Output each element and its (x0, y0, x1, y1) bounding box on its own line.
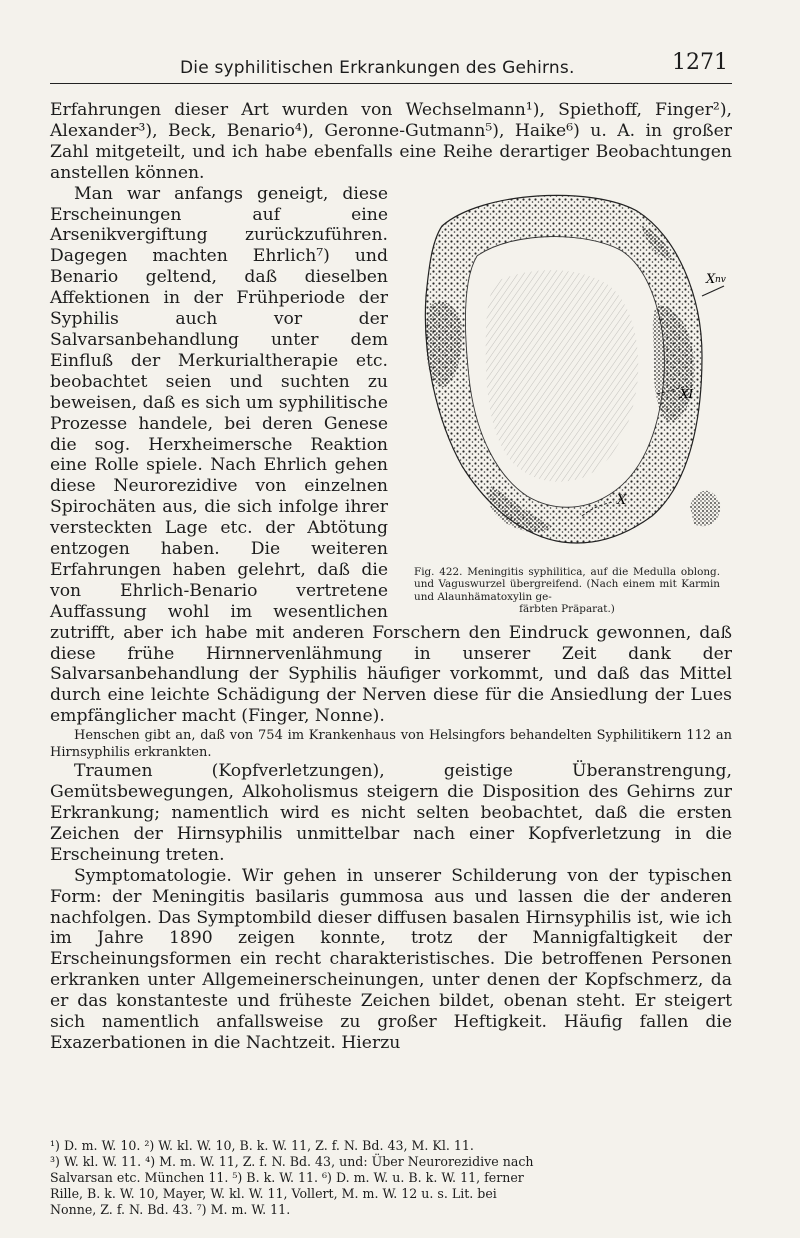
running-header (50, 50, 732, 84)
figure-label-nv: nv (715, 274, 726, 285)
medulla-section-illustration (402, 186, 732, 562)
figure-label-xi: XI (680, 386, 694, 401)
separated-root-fragment (690, 490, 720, 526)
figure-label-x-lower: X (617, 492, 627, 508)
body-text (50, 100, 732, 1054)
footnote-line-5: Nonne, Z. f. N. Bd. 43. ⁷) M. m. W. 11. (50, 1202, 291, 1217)
footnote-line-1: ¹) D. m. W. 10. ²) W. kl. W. 10, B. k. W. 11, Z. f. N. Bd. 43, M. Kl. 11. (50, 1138, 474, 1153)
running-title: Die syphilitischen Erkrankungen des Gehirns. (180, 58, 575, 78)
paragraph-3-small-print: Henschen gibt an, daß von 754 im Krankenhaus von Helsingfors behandelten Syphilitikern 112 an Hirnsyphilis erkrankten. (50, 728, 732, 761)
header-rule (50, 83, 732, 84)
footnotes (50, 1138, 732, 1218)
footnote-line-4: Rille, B. k. W. 10, Mayer, W. kl. W. 11, Vollert, M. m. W. 12 u. s. Lit. bei (50, 1186, 497, 1201)
figure-label-x: X (706, 271, 716, 287)
paragraph-4: Traumen (Kopfverletzungen), geistige Überanstrengung, Gemütsbewegungen, Alkoholismus steigern die Disposition des Gehirns zur Erkrankung; namentlich wird es nicht selten beobachtet, daß die ersten Zeichen der Hirnsyphilis unmittelbar nach einer Kopfverletzung in die Erscheinung treten. (50, 761, 732, 865)
page-number: 1271 (672, 50, 728, 75)
paragraph-1: Erfahrungen dieser Art wurden von Wechselmann¹), Spiethoff, Finger²), Alexander³), Beck, Benario⁴), Geronne-Gutmann⁵), Haike⁶) u. A. in großer Zahl mitgeteilt, und ich habe ebenfalls eine Reihe derartiger Beobachtungen anstellen können. (50, 100, 732, 183)
caption-end: färbten Präparat.) (519, 603, 615, 616)
figure-caption (402, 562, 732, 616)
paragraph-2: Man war anfangs geneigt, diese Erscheinungen auf eine Arsenikvergiftung zurückzuführen. Dagegen machten Ehrlich⁷) und Benario geltend, daß dieselben Affektionen in der Frühperiode der Syphilis auch vor der Salvarsanbehandlung unter dem Einfluß der Merkurialtherapie etc. beobachtet seien und suchten zu beweisen, daß es sich um syphilitische Prozesse handele, bei deren Genese die sog. Herxheimersche Reaktion eine Rolle spiele. Nach Ehrlich gehen diese Neurorezidive von einzelnen Spirochäten aus, die sich infolge ihrer versteckten Lage etc. der Abtötung entzogen haben. Die weiteren Erfahrungen haben gelehrt, daß die von Ehrlich-Benario vertretene Auffassung wohl im wesentlichen zutrifft, aber ich habe mit anderen Forschern den Eindruck gewonnen, daß diese frühe Hirnnervenlähmung in unserer Zeit dank der Salvarsanbehandlung der Syphilis häufiger vorkommt, und daß das Mittel durch eine leichte Schädigung der Nerven diese für die Ansiedlung der Lues empfänglicher macht (Finger, Nonne). (50, 183, 732, 727)
figure-422 (402, 186, 732, 616)
vagus-root-line (702, 286, 724, 296)
caption-text: Fig. 422. Meningitis syphilitica, auf die Medulla oblong. und Vaguswurzel übergreifend. (Nach einem mit Karmin und Alaunhämatoxylin ge- (414, 565, 720, 603)
footnote-line-3: Salvarsan etc. München 11. ⁵) B. k. W. 11. ⁶) D. m. W. u. B. k. W. 11, ferner (50, 1170, 524, 1185)
footnote-line-2: ³) W. kl. W. 11. ⁴) M. m. W. 11, Z. f. N. Bd. 43, und: Über Neurorezidive nach (50, 1154, 534, 1169)
paragraph-5: Symptomatologie. Wir gehen in unserer Schilderung von der typischen Form: der Meningitis basilaris gummosa aus und lassen die der anderen nachfolgen. Das Symptombild dieser diffusen basalen Hirnsyphilis ist, wie ich im Jahre 1890 zeigen konnte, trotz der Mannigfaltigkeit der Erscheinungsformen ein recht charakteristisches. Die betroffenen Personen erkranken unter Allgemeinerscheinungen, unter denen der Kopfschmerz, da er das konstanteste und früheste Zeichen bildet, obenan steht. Er steigert sich namentlich anfallsweise zu großer Heftigkeit. Häufig fallen die Exazerbationen in die Nachtzeit. Hierzu (50, 865, 732, 1053)
